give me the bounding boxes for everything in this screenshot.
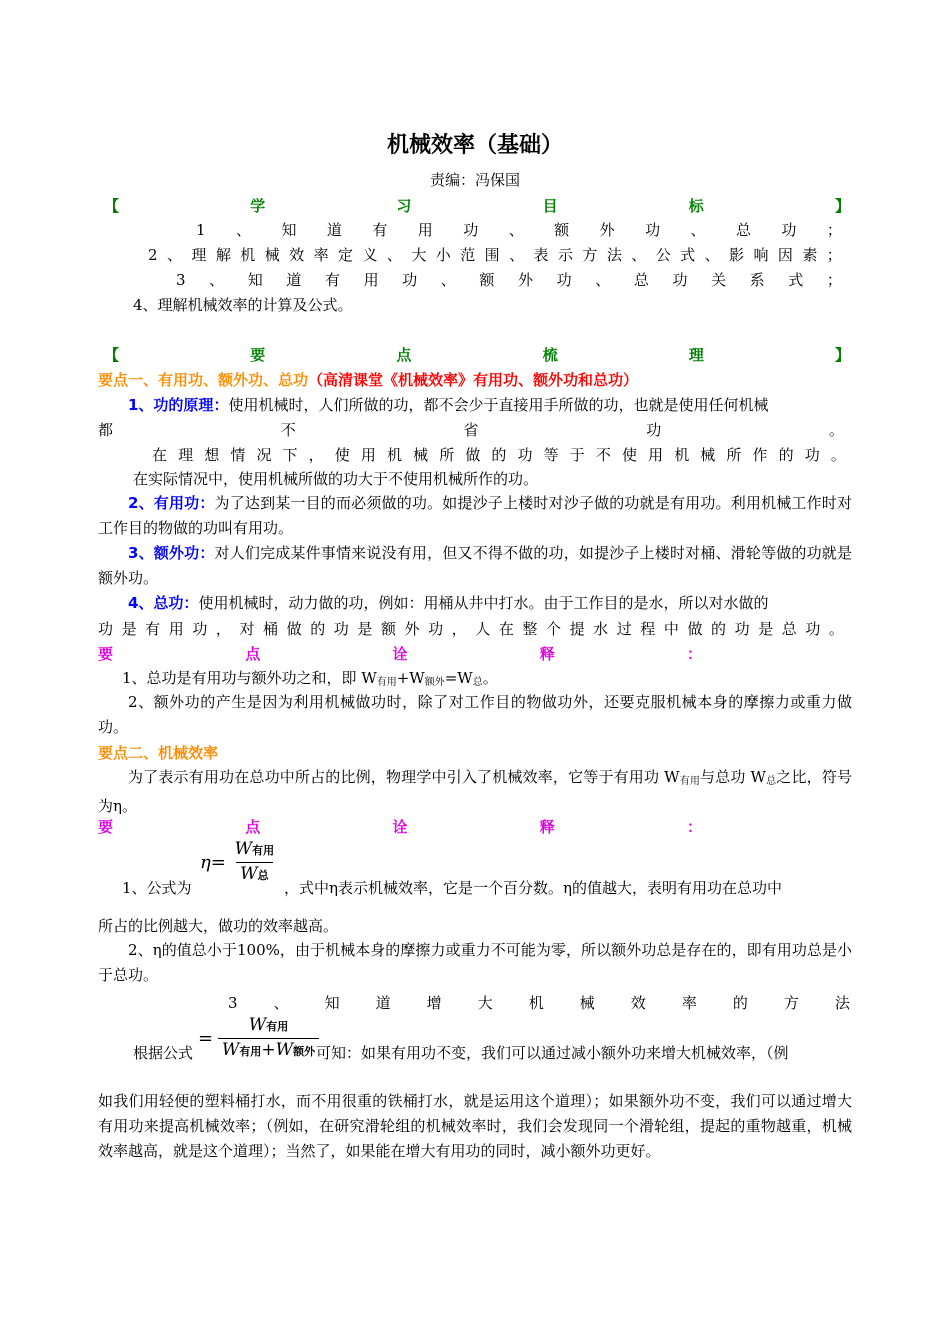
efficiency-formula-expanded: = $\frac{\text{W有用}}{\text{W有用+W额外}}$	[198, 1014, 319, 1063]
item-4-spread: 功 是 有 用 功 ， 对 桶 做 的 功 是 额 外 功 ， 人 在 整 个 提 水 过 程 中 做 的 功 是 总 功 。	[98, 620, 844, 638]
video-link[interactable]: （高清课堂《机械效率》有用功、额外功和总功）	[308, 371, 639, 389]
note-n1-prefix: 1、公式为	[122, 879, 192, 897]
section-1-title: 要点一、有用功、额外功、总功（高清课堂《机械效率》有用功、额外功和总功）	[98, 371, 639, 389]
points-heading: 【 要 点 梳 理 】	[104, 346, 850, 364]
goal-1: 1 、 知 道 有 用 功 、 额 外 功 、 总 功 ；	[196, 221, 842, 239]
note-heading-2: 要 点 诠 释 ：	[98, 818, 702, 836]
item-4: 4、总功：使用机械时，动力做的功，例如：用桶从井中打水。由于工作目的是水，所以对水做的	[128, 594, 769, 612]
goals-heading: 【 学 习 目 标 】	[104, 197, 850, 215]
note-1: 1、总功是有用功与额外功之和，即 $W_{有用}+W_{额外}=W_总$。	[122, 669, 498, 688]
section-2-text: 为了表示有用功在总功中所占的比例，物理学中引入了机械效率，它等于有用功 $W_{有用}$与总功 $W_总$之比，符号为η。	[98, 768, 852, 815]
editor-line: 责编：冯保国	[429, 171, 520, 189]
note-heading-1: 要 点 诠 释 ：	[98, 645, 702, 663]
item-3: 3、额外功：对人们完成某件事情来说没有用，但又不得不做的功，如提沙子上楼时对桶、滑轮等做的功就是额外功。	[98, 544, 852, 587]
goal-2: 2 、 理 解 机 械 效 率 定 义 、 大 小 范 围 、 表 示 方 法 、 公 式 、 影 响 因 素 ；	[148, 246, 842, 264]
note-n3-heading: 3 、 知 道 增 大 机 械 效 率 的 方 法	[228, 994, 850, 1012]
note-n1-cont: 所占的比例越大，做功的效率越高。	[98, 917, 339, 935]
goal-3: 3 、 知 道 有 用 功 、 额 外 功 、 总 功 关 系 式 ；	[176, 271, 842, 289]
page-title: 机械效率（基础）	[386, 133, 563, 158]
efficiency-formula: η= $\frac{\text{W有用}}{\text{W总}}$	[200, 838, 278, 887]
note-n3-cont: 如我们用轻便的塑料桶打水，而不用很重的铁桶打水，就是运用这个道理）；如果额外功不变，我们可以通过增大有用功来提高机械效率；（例如，在研究滑轮组的机械效率时，我们会发现同一个滑轮组，提起的重物越重，机械效率越高，就是这个道理）；当然了，如果能在增大有用功的同时，减小额外功更好。	[98, 1092, 852, 1160]
item-2: 2、有用功：为了达到某一目的而必须做的功。如提沙子上楼时对沙子做的功就是有用功。利用机械工作时对工作目的物做的功叫有用功。	[98, 494, 852, 537]
item-1-spread: 都 不 省 功 。	[98, 421, 844, 439]
item-1-real: 在实际情况中，使用机械所做的功大于不使用机械所作的功。	[133, 470, 539, 488]
note-n3-prefix: 根据公式	[133, 1044, 194, 1062]
note-n2: 2、η的值总小于100%，由于机械本身的摩擦力或重力不可能为零，所以额外功总是存在的，即有用功总是小于总功。	[98, 941, 852, 984]
item-1-ideal: 在 理 想 情 况 下 ， 使 用 机 械 所 做 的 功 等 于 不 使 用 机 械 所 作 的 功 。	[152, 446, 846, 464]
item-1: 1、功的原理：使用机械时，人们所做的功，都不会少于直接用手所做的功，也就是使用任何机械	[128, 396, 769, 414]
goal-4: 4、理解机械效率的计算及公式。	[133, 296, 353, 314]
note-n1-text: ，式中η表示机械效率，它是一个百分数。η的值越大，表明有用功在总功中	[284, 879, 782, 897]
note-2: 2、额外功的产生是因为利用机械做功时，除了对工作目的物做功外，还要克服机械本身的摩擦力或重力做功。	[98, 693, 852, 736]
note-n3-text: 可知：如果有用功不变，我们可以通过减小额外功来增大机械效率，（例	[316, 1044, 789, 1062]
section-2-title: 要点二、机械效率	[98, 744, 219, 762]
